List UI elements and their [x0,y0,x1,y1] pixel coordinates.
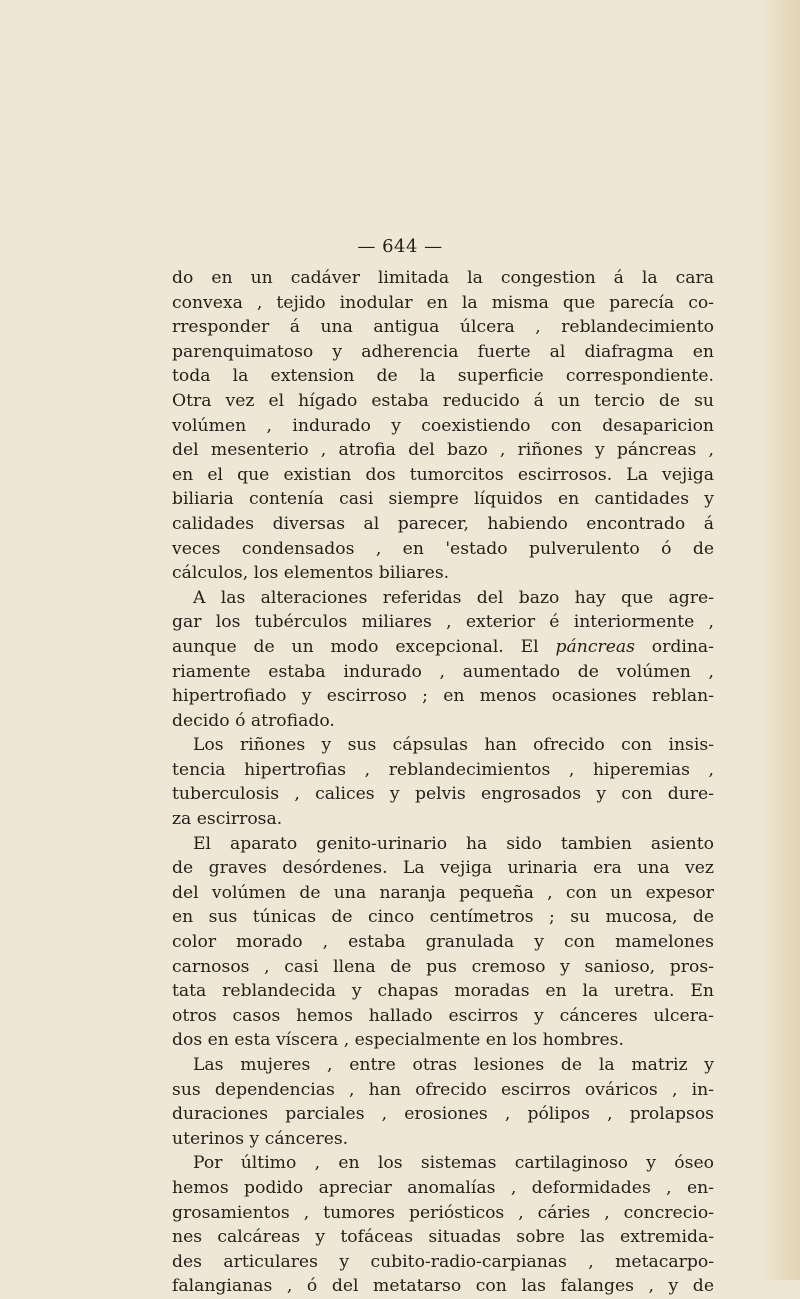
text-line: riamente estaba indurado , aumentado de volúmen , [172,661,714,682]
text-line: de graves desórdenes. La vejiga urinaria era una vez [172,858,714,879]
body-text [172,266,714,1299]
text-line: decido ó atrofiado. [172,710,335,731]
text-line: cálculos, los elementos biliares. [172,563,450,584]
text-line: en el que existian dos tumorcitos escirrosos. La vejiga [172,464,714,485]
text-line: tata reblandecida y chapas moradas en la uretra. En [172,981,714,1002]
italic-word: páncreas [555,636,635,657]
text-line: do en un cadáver limitada la congestion á la cara [172,268,714,288]
text-line: tencia hipertrofias , reblandecimientos , hiperemias , [172,759,714,780]
text-line: color morado , estaba granulada y con mamelones [172,932,714,953]
text-line: calidades diversas al parecer, habiendo encontrado á [172,513,714,534]
text-line: A las alteraciones referidas del bazo hay que agre- [193,587,714,608]
text-line: Por último , en los sistemas cartilaginoso y óseo [193,1153,714,1174]
text-line: del mesenterio , atrofia del bazo , riñones y páncreas , [172,440,714,461]
text-line: sus dependencias , han ofrecido escirros ováricos , in- [172,1079,714,1100]
page-number: — 644 — [357,236,443,257]
text-line: biliaria contenía casi siempre líquidos en cantidades y [172,489,714,510]
text-line: El aparato genito-urinario ha sido tambien asiento [193,833,714,854]
text-line: des articulares y cubito-radio-carpianas , metacarpo- [172,1251,714,1272]
text-line: otros casos hemos hallado escirros y cánceres ulcera- [172,1005,714,1026]
text-line: Los riñones y sus cápsulas han ofrecido con insis- [193,735,714,756]
text-line: Otra vez el hígado estaba reducido á un tercio de su [172,390,714,411]
text-line: tuberculosis , calices y pelvis engrosados y con dure- [172,784,714,805]
text-line: falangianas , ó del metatarso con las falanges , y de [172,1276,714,1297]
text-line: grosamientos , tumores periósticos , cáries , concrecio- [172,1202,714,1223]
text-line: gar los tubérculos miliares , exterior é interiormente , [172,612,714,633]
text-line: rresponder á una antigua úlcera , reblandecimiento [172,317,714,338]
text-line: volúmen , indurado y coexistiendo con desaparicion [172,415,714,436]
text-line: hemos podido apreciar anomalías , deformidades , en- [172,1177,714,1198]
text-line: en sus túnicas de cinco centímetros ; su mucosa, de [172,907,714,928]
text-line: del volúmen de una naranja pequeña , con un expesor [172,882,714,903]
text-line: uterinos y cánceres. [172,1128,349,1149]
text-line: convexa , tejido inodular en la misma que parecía co- [172,292,714,313]
text-line: Las mujeres , entre otras lesiones de la matriz y [193,1055,714,1075]
page-edge-shadow [760,0,800,1280]
text-line: za escirrosa. [172,809,283,830]
text-line: carnosos , casi llena de pus cremoso y sanioso, pros- [172,956,714,977]
text-line: veces condensados , en 'estado pulverulento ó de [172,538,714,559]
text-line: nes calcáreas y tofáceas situadas sobre las extremida- [172,1227,714,1248]
text-line: parenquimatoso y adherencia fuerte al diafragma en [172,341,714,362]
text-line: hipertrofiado y escirroso ; en menos ocasiones reblan- [172,686,714,707]
text-line: toda la extension de la superficie correspondiente. [172,366,714,387]
text-line: dos en esta víscera , especialmente en los hombres. [172,1030,624,1051]
text-line: aunque de un modo excepcional. El páncreas ordina- [172,636,714,657]
text-line: duraciones parciales , erosiones , pólipos , prolapsos [172,1104,714,1125]
